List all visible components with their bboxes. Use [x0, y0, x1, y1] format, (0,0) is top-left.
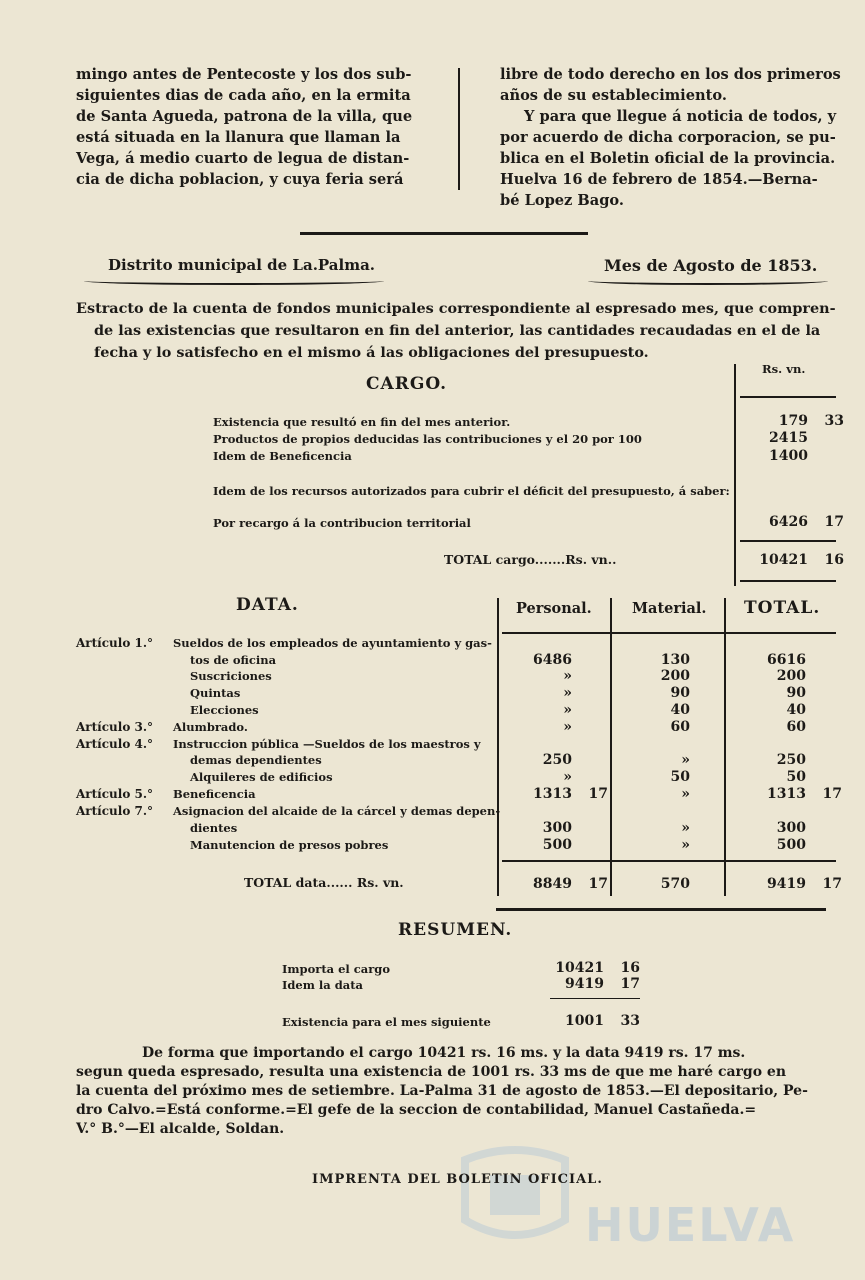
- resumen-row-ms: 17: [620, 976, 640, 992]
- data-row-total: 1313: [767, 786, 806, 802]
- closing-line: dro Calvo.=Está conforme.=El gefe de la seccion de contabilidad, Manuel Castañeda.=: [76, 1102, 757, 1118]
- cargo-row-label: Idem de los recursos autorizados para cubrir el déficit del presupuesto, á saber:: [213, 484, 730, 498]
- data-row-material: 40: [670, 702, 690, 718]
- data-total-label: TOTAL data...... Rs. vn.: [244, 875, 404, 890]
- data-row-label: Alumbrado.: [173, 720, 248, 734]
- data-row-total: 250: [776, 752, 806, 768]
- closing-line: V.° B.°—El alcalde, Soldan.: [76, 1121, 285, 1137]
- cargo-row-rs: 179: [778, 413, 808, 429]
- cargo-total-rs: 10421: [759, 552, 808, 568]
- data-row-personal: 300: [542, 820, 572, 836]
- data-row-label: tos de oficina: [190, 653, 277, 667]
- top-right-column: [500, 64, 845, 211]
- ornamental-rule: [300, 232, 588, 235]
- data-row-total: 40: [786, 702, 806, 718]
- text-line: blica en el Boletin oficial de la provincia.: [500, 150, 836, 167]
- text-line: cia de dicha poblacion, y cuya feria será: [76, 171, 404, 188]
- cargo-row-ms: 17: [824, 514, 844, 530]
- cargo-bottom-rule: [740, 580, 836, 582]
- data-total-rule: [502, 860, 836, 862]
- cargo-row-rs: 2415: [769, 430, 808, 446]
- data-row-material: »: [681, 752, 690, 768]
- cargo-row-label: Idem de Beneficencia: [213, 449, 352, 463]
- data-row-material: »: [681, 820, 690, 836]
- data-row-label: Instruccion pública —Sueldos de los maestros y: [173, 737, 481, 751]
- month-underline: [588, 277, 828, 285]
- data-row-label: dientes: [190, 821, 238, 835]
- data-bottom-rule: [496, 908, 826, 911]
- data-row-personal: 1313: [533, 786, 572, 802]
- resumen-title: RESUMEN.: [398, 920, 513, 940]
- cargo-title: CARGO.: [366, 374, 448, 394]
- text-line: Y para que llegue á noticia de todos, y: [524, 108, 837, 125]
- cargo-row-ms: 33: [824, 413, 844, 429]
- data-row-personal: »: [563, 769, 572, 785]
- cargo-unit-rule: [740, 396, 836, 398]
- text-line: bé Lopez Bago.: [500, 192, 624, 209]
- data-row-label: Sueldos de los empleados de ayuntamiento y gas-: [173, 636, 492, 650]
- resumen-row-rs: 1001: [565, 1013, 604, 1029]
- data-row-pms: 17: [588, 786, 608, 802]
- data-total-material: 570: [660, 876, 690, 892]
- data-row-tms: 17: [822, 786, 842, 802]
- data-article: Artículo 5.°: [76, 787, 154, 801]
- data-total-total: 9419: [767, 876, 806, 892]
- data-title: DATA.: [236, 595, 299, 615]
- data-row-label: Beneficencia: [173, 787, 256, 801]
- data-row-material: »: [681, 786, 690, 802]
- data-row-total: 200: [776, 668, 806, 684]
- col-total-header: TOTAL.: [744, 598, 821, 618]
- data-total-tms: 17: [822, 876, 842, 892]
- closing-line: la cuenta del próximo mes de setiembre. La-Palma 31 de agosto de 1853.—El depositario, Pe-: [76, 1083, 808, 1099]
- data-row-label: Manutencion de presos pobres: [190, 838, 389, 852]
- data-row-label: Asignacion del alcaide de la cárcel y demas depen-: [173, 804, 501, 818]
- data-article: Artículo 4.°: [76, 737, 154, 751]
- text-line: Huelva 16 de febrero de 1854.—Berna-: [500, 171, 818, 188]
- resumen-row-ms: 33: [620, 1013, 640, 1029]
- data-row-personal: »: [563, 702, 572, 718]
- data-row-total: 500: [776, 837, 806, 853]
- data-total-pms: 17: [588, 876, 608, 892]
- data-row-label: Alquileres de edificios: [190, 770, 333, 784]
- resumen-row-label: Existencia para el mes siguiente: [282, 1015, 491, 1029]
- cargo-row-label: Productos de propios deducidas las contribuciones y el 20 por 100: [213, 432, 642, 446]
- cargo-unit: Rs. vn.: [762, 362, 806, 376]
- text-line: de Santa Agueda, patrona de la villa, que: [76, 108, 413, 125]
- data-header-rule: [502, 632, 836, 634]
- data-row-total: 90: [786, 685, 806, 701]
- data-row-total: 50: [786, 769, 806, 785]
- resumen-row-label: Importa el cargo: [282, 962, 390, 976]
- text-line: años de su establecimiento.: [500, 87, 727, 104]
- data-row-personal: »: [563, 668, 572, 684]
- printer-footer: IMPRENTA DEL BOLETIN OFICIAL.: [312, 1172, 603, 1187]
- data-row-personal: »: [563, 719, 572, 735]
- data-row-label: Quintas: [190, 686, 241, 700]
- col-material-header: Material.: [632, 600, 707, 617]
- cargo-row-label: Por recargo á la contribucion territorial: [213, 516, 471, 530]
- data-divider-2: [610, 598, 612, 896]
- data-article: Artículo 1.°: [76, 636, 154, 650]
- cargo-row-rs: 1400: [769, 448, 808, 464]
- text-line: Vega, á medio cuarto de legua de distan-: [76, 150, 410, 167]
- cargo-divider: [734, 364, 736, 586]
- data-row-total: 60: [786, 719, 806, 735]
- data-article: Artículo 7.°: [76, 804, 154, 818]
- data-row-material: »: [681, 837, 690, 853]
- text-line: libre de todo derecho en los dos primeros: [500, 66, 841, 83]
- col-personal-header: Personal.: [516, 600, 592, 617]
- intro-line: de las existencias que resultaron en fin del anterior, las cantidades recaudadas en el de la: [94, 322, 821, 339]
- column-divider: [458, 68, 460, 190]
- intro-line: fecha y lo satisfecho en el mismo á las obligaciones del presupuesto.: [94, 344, 649, 361]
- data-row-label: Suscriciones: [190, 669, 272, 683]
- data-divider-1: [497, 598, 499, 896]
- watermark-text: HUELVA: [585, 1198, 796, 1252]
- data-row-label: Elecciones: [190, 703, 259, 717]
- data-row-material: 130: [660, 652, 690, 668]
- data-row-material: 60: [670, 719, 690, 735]
- data-row-personal: »: [563, 685, 572, 701]
- closing-paragraph: [76, 1044, 846, 1139]
- district-underline: [84, 277, 384, 285]
- data-row-personal: 6486: [533, 652, 572, 668]
- resumen-row-rs: 10421: [555, 960, 604, 976]
- data-row-material: 200: [660, 668, 690, 684]
- data-row-label: demas dependientes: [190, 753, 322, 767]
- month-title: Mes de Agosto de 1853.: [604, 256, 818, 275]
- resumen-row-label: Idem la data: [282, 978, 363, 992]
- cargo-row-rs: 6426: [769, 514, 808, 530]
- data-row-personal: 250: [542, 752, 572, 768]
- cargo-total-label: TOTAL cargo.......Rs. vn..: [444, 552, 617, 567]
- district-title: Distrito municipal de La.Palma.: [108, 256, 376, 274]
- cargo-total-ms: 16: [824, 552, 844, 568]
- resumen-rule: [550, 998, 640, 999]
- data-divider-3: [724, 598, 726, 896]
- watermark-seal: [455, 1140, 575, 1250]
- data-article: Artículo 3.°: [76, 720, 154, 734]
- top-left-column: [76, 64, 422, 190]
- data-row-personal: 500: [542, 837, 572, 853]
- data-total-personal: 8849: [533, 876, 572, 892]
- data-row-material: 50: [670, 769, 690, 785]
- intro-paragraph: [76, 298, 846, 364]
- text-line: por acuerdo de dicha corporacion, se pu-: [500, 129, 836, 146]
- intro-line: Estracto de la cuenta de fondos municipales correspondiente al espresado mes, que compren-: [76, 300, 836, 317]
- data-row-total: 300: [776, 820, 806, 836]
- closing-line: De forma que importando el cargo 10421 rs. 16 ms. y la data 9419 rs. 17 ms.: [142, 1045, 746, 1061]
- data-row-total: 6616: [767, 652, 806, 668]
- closing-line: segun queda espresado, resulta una existencia de 1001 rs. 33 ms de que me haré cargo en: [76, 1064, 787, 1080]
- cargo-row-label: Existencia que resultó en fin del mes anterior.: [213, 415, 511, 429]
- cargo-total-rule: [740, 540, 836, 542]
- text-line: está situada en la llanura que llaman la: [76, 129, 401, 146]
- text-line: siguientes dias de cada año, en la ermita: [76, 87, 411, 104]
- resumen-row-rs: 9419: [565, 976, 604, 992]
- resumen-row-ms: 16: [620, 960, 640, 976]
- text-line: mingo antes de Pentecoste y los dos sub-: [76, 66, 412, 83]
- data-row-material: 90: [670, 685, 690, 701]
